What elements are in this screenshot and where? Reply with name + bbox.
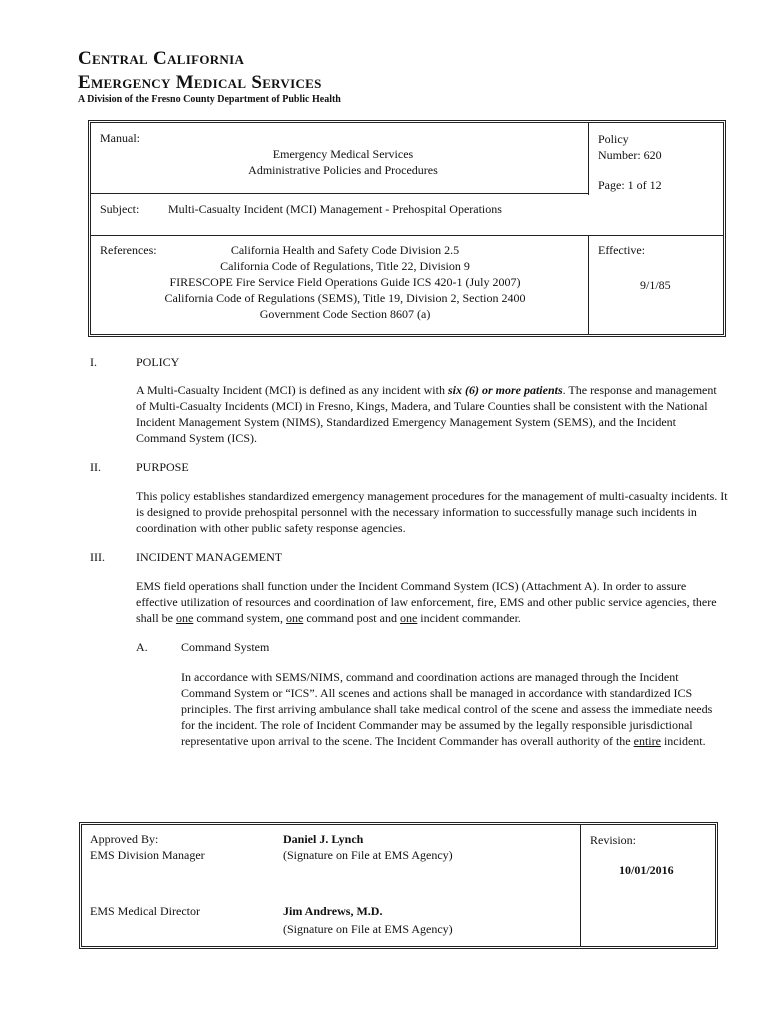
approved-by-label: Approved By: — [90, 832, 159, 846]
divider-line — [91, 193, 588, 194]
division-subtitle: A Division of the Fresno County Department of Public Health — [78, 94, 341, 105]
reference-item: California Code of Regulations (SEMS), Title 19, Division 2, Section 2400 — [164, 291, 526, 305]
manual-label: Manual: — [100, 131, 140, 145]
subsection-letter: A. — [136, 640, 148, 654]
effective-date: 9/1/85 — [640, 278, 671, 292]
subject-text: Multi-Casualty Incident (MCI) Management - Prehospital Operations — [168, 202, 502, 216]
divider-line — [91, 235, 723, 236]
division-manager-label: EMS Division Manager — [90, 848, 205, 862]
revision-date: 10/01/2016 — [619, 863, 674, 877]
page-count: Page: 1 of 12 — [598, 178, 662, 192]
manual-title-line1: Emergency Medical Services — [272, 147, 414, 161]
subsection-title-command-system: Command System — [181, 640, 270, 654]
effective-label: Effective: — [598, 243, 646, 257]
section-title-policy: POLICY — [136, 355, 180, 369]
org-name-line2: Emergency Medical Services — [78, 72, 322, 93]
section-title-purpose: PURPOSE — [136, 460, 189, 474]
references-label: References: — [100, 243, 157, 257]
policy-paragraph: A Multi-Casualty Incident (MCI) is defined as any incident with six (6) or more patients. The response and management of Multi-Casualty Incidents (MCI) in Fresno, Kings, Madera, and Tulare Counties shall be consistent with the National Incident Management System (NIMS), Standardized Emergency Management System (SEMS), and the Incident Command System (ICS). — [136, 383, 717, 445]
section-number: III. — [90, 550, 105, 564]
section-number: II. — [90, 460, 101, 474]
command-system-paragraph: In accordance with SEMS/NIMS, command and coordination actions are managed through the Incident Command System or “ICS”. All scenes and actions shall be managed in accordance with standardized ICS principles. The first arriving ambulance shall take medical control of the scene and assess the immediate needs for the incident. The role of Incident Commander may be assumed by the legally responsible jurisdictional representative upon arrival to the scene. The Incident Commander has overall authority of the entire incident. — [181, 670, 713, 748]
divider-line — [588, 235, 589, 334]
policy-number: Number: 620 — [598, 148, 662, 162]
director-signature-note: (Signature on File at EMS Agency) — [283, 922, 453, 936]
divider-line — [588, 123, 589, 195]
manager-signature-note: (Signature on File at EMS Agency) — [283, 848, 453, 862]
revision-label: Revision: — [590, 833, 637, 847]
emphasis-text: six (6) or more patients — [447, 383, 563, 397]
divider-line — [580, 825, 581, 946]
policy-label: Policy — [598, 132, 629, 146]
section-title-incident-management: INCIDENT MANAGEMENT — [136, 550, 283, 564]
section-number: I. — [90, 355, 97, 369]
manager-name: Daniel J. Lynch — [283, 832, 364, 846]
purpose-paragraph: This policy establishes standardized emergency management procedures for the management of multi-casualty incidents. It is designed to provide prehospital personnel with the necessary information to successfully manage such incidents in coordination with other public safety response agencies. — [136, 489, 728, 535]
reference-item: California Code of Regulations, Title 22, Division 9 — [220, 259, 470, 273]
director-name: Jim Andrews, M.D. — [283, 904, 383, 918]
medical-director-label: EMS Medical Director — [90, 904, 200, 918]
incident-management-paragraph: EMS field operations shall function under the Incident Command System (ICS) (Attachment A). In order to assure effective utilization of resources and coordination of law enforcement, fire, EMS and other public service agencies, there shall be one command system, one command post and one incident commander. — [136, 579, 717, 625]
reference-item: FIRESCOPE Fire Service Field Operations Guide ICS 420-1 (July 2007) — [169, 275, 521, 289]
org-name-line1: Central California — [78, 48, 245, 69]
subject-label: Subject: — [100, 202, 140, 216]
reference-item: California Health and Safety Code Division 2.5 — [230, 243, 460, 257]
manual-title-line2: Administrative Policies and Procedures — [248, 163, 438, 177]
reference-item: Government Code Section 8607 (a) — [259, 307, 431, 321]
